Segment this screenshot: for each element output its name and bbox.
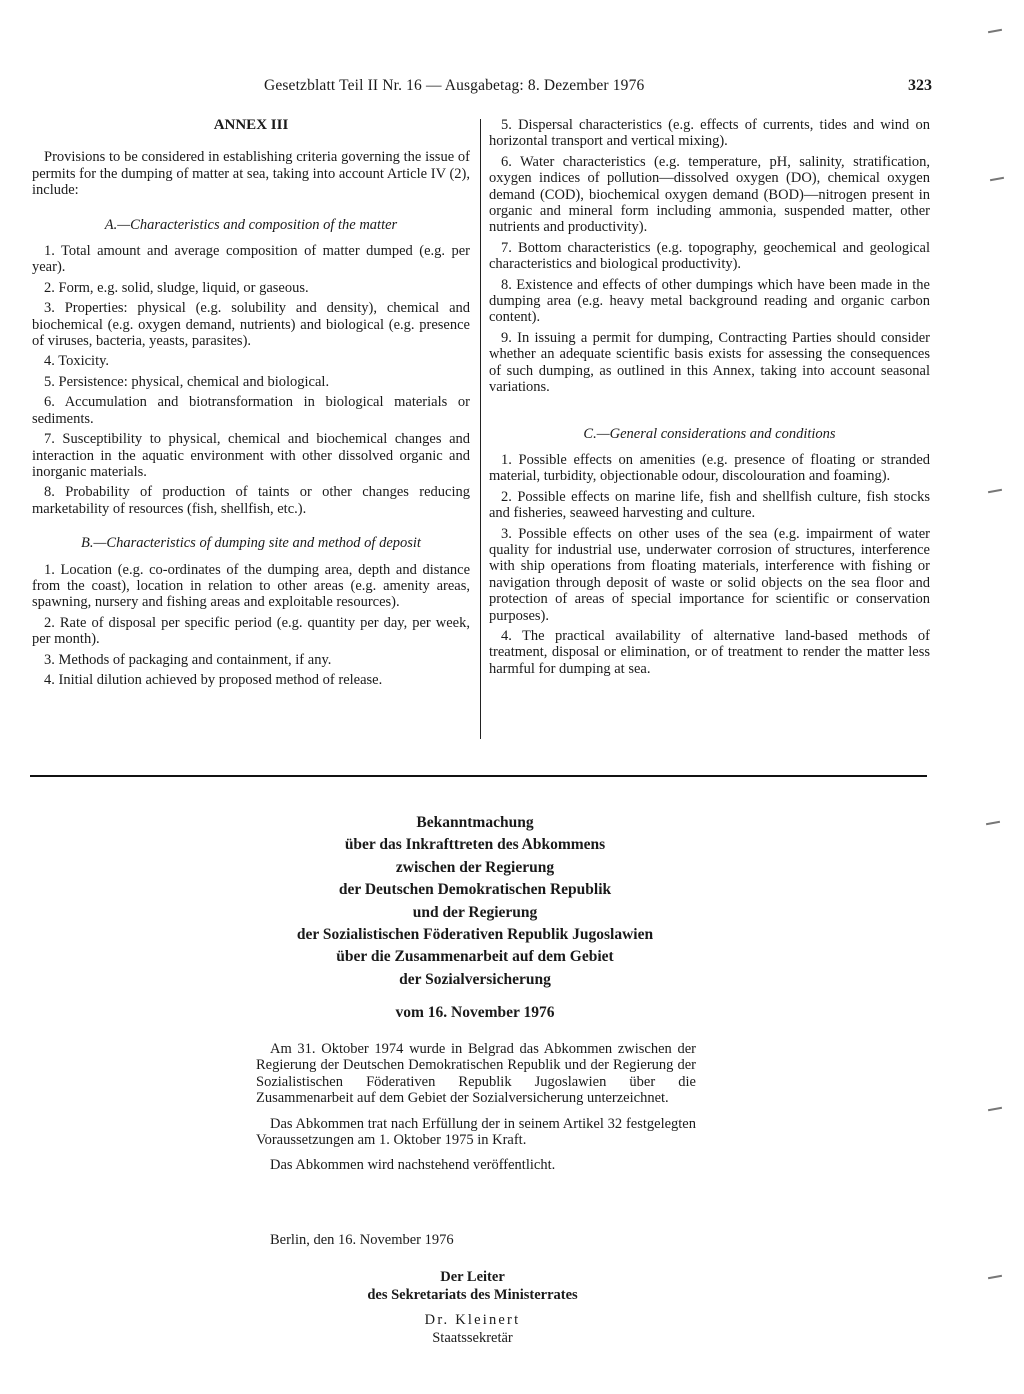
signer-line: des Sekretariats des Ministerrates xyxy=(367,1286,578,1303)
section-a-item: 2. Form, e.g. solid, sludge, liquid, or gaseous. xyxy=(44,279,309,296)
scan-mark xyxy=(988,489,1002,493)
section-a-item: 6. Accumulation and biotransformation in biological materials or sediments. xyxy=(32,394,470,427)
section-a-item: 3. Properties: physical (e.g. solubility and density), chemical and biochemical (e.g. oxygen demand, nutrients) and biological (e.g. presence of viruses, bacteria, yeasts, parasites). xyxy=(32,300,470,350)
notice-title xyxy=(240,812,710,991)
section-b-item: 3. Methods of packaging and containment, if any. xyxy=(44,651,332,668)
notice-title-line: der Sozialistischen Föderativen Republik Jugoslawien xyxy=(296,926,654,944)
section-c-item: 4. The practical availability of alternative land-based methods of treatment, disposal or elimination, or of treatment to render the matter less harmful for dumping at sea. xyxy=(489,627,930,677)
section-b-item: 4. Initial dilution achieved by proposed method of release. xyxy=(44,671,383,688)
section-rule xyxy=(30,775,927,777)
notice-paragraph: Das Abkommen trat nach Erfüllung der in seinem Artikel 32 festgelegten Voraussetzungen am 1. Oktober 1975 in Kraft. xyxy=(256,1115,696,1149)
section-c-item: 3. Possible effects on other uses of the sea (e.g. impairment of water quality for industrial use, underwater corrosion of structures, interference with ship operations from floating materials, interference with fishing or navigation through deposit of waste or solid objects on the sea floor and protection of areas of special importance for scientific or conservation purposes). xyxy=(489,525,930,624)
scan-mark xyxy=(988,1275,1002,1279)
signature-name: Dr. Kleinert xyxy=(424,1312,521,1328)
scan-mark xyxy=(988,29,1002,33)
section-b-heading: B.—Characteristics of dumping site and method of deposit xyxy=(81,535,421,552)
section-a-item: 1. Total amount and average composition of matter dumped (e.g. per year). xyxy=(32,243,470,276)
notice-title-line: über das Inkrafttreten des Abkommens xyxy=(344,836,606,854)
notice-body xyxy=(256,1041,696,1183)
section-b-item: 5. Dispersal characteristics (e.g. effects of currents, tides and wind on horizontal transport and vertical mixing). xyxy=(489,117,930,150)
column-divider xyxy=(480,119,481,739)
signature-block xyxy=(300,1312,645,1347)
notice-title-line: über die Zusammenarbeit auf dem Gebiet xyxy=(336,948,614,966)
notice-paragraph: Am 31. Oktober 1974 wurde in Belgrad das Abkommen zwischen der Regierung der Deutschen Demokratischen Republik und der Regierung der Sozialistischen Föderativen Republik Jugoslawien über die Zusammenarbeit auf dem Gebiet der Sozialversicherung unterzeichnet. xyxy=(256,1041,696,1107)
notice-paragraph: Das Abkommen wird nachstehend veröffentlicht. xyxy=(270,1157,556,1174)
signer-line: Der Leiter xyxy=(440,1269,505,1285)
page-header xyxy=(30,76,932,96)
annex-title: ANNEX III xyxy=(213,117,289,133)
section-c-item: 2. Possible effects on marine life, fish and shellfish culture, fish stocks and fisheries, seaweed harvesting and culture. xyxy=(489,488,930,522)
section-a-item: 7. Susceptibility to physical, chemical and biochemical changes and interaction in the aquatic environment with other dissolved organic and inorganic materials. xyxy=(32,431,470,480)
section-b-item: 1. Location (e.g. co-ordinates of the dumping area, depth and distance from the coast), location in relation to other areas (e.g. amenity areas, spawning, nursery and fishing areas and exploitable resources). xyxy=(32,561,470,611)
scan-mark xyxy=(990,177,1004,181)
header-title: Gesetzblatt Teil II Nr. 16 — Ausgabetag: 8. Dezember 1976 xyxy=(264,77,645,94)
notice-title-line: der Deutschen Demokratischen Republik xyxy=(338,881,612,899)
section-b-item: 9. In issuing a permit for dumping, Contracting Parties should consider whether an adequate scientific basis exists for assessing the consequences of such dumping, as outlined in this Annex, taking into account seasonal variations. xyxy=(489,329,930,396)
signer-block xyxy=(300,1269,645,1304)
scan-mark xyxy=(986,821,1000,825)
scan-mark xyxy=(988,1107,1002,1111)
notice-title-line: zwischen der Regierung xyxy=(395,858,555,876)
annex-intro: Provisions to be considered in establishing criteria governing the issue of permits for the dumping of matter at sea, taking into account Article IV (2), include: xyxy=(32,149,470,199)
page-number: 323 xyxy=(908,77,932,94)
section-a-heading: A.—Characteristics and composition of the matter xyxy=(104,216,398,233)
section-b-item: 2. Rate of disposal per specific period (e.g. quantity per day, per week, per month). xyxy=(32,614,470,648)
notice-title-line: der Sozialversicherung xyxy=(399,970,551,988)
left-column xyxy=(32,117,470,692)
notice-title-line: und der Regierung xyxy=(412,903,538,921)
signature-title: Staatssekretär xyxy=(432,1329,513,1346)
section-c-item: 1. Possible effects on amenities (e.g. presence of floating or stranded material, turbidity, objectionable odour, discolouration and foaming). xyxy=(489,451,930,485)
section-b-item: 8. Existence and effects of other dumpings which have been made in the dumping area (e.g. heavy metal background reading and organic carbon content). xyxy=(489,276,930,326)
section-a-item: 5. Persistence: physical, chemical and biological. xyxy=(44,373,330,390)
section-c-heading: C.—General considerations and conditions xyxy=(583,425,836,442)
right-column xyxy=(489,117,930,681)
section-b-item: 7. Bottom characteristics (e.g. topography, geochemical and geological characteristics and biological productivity). xyxy=(489,239,930,273)
place-date: Berlin, den 16. November 1976 xyxy=(270,1232,454,1248)
section-a-item: 8. Probability of production of taints or other changes reducing marketability of resources (fish, shellfish, etc.). xyxy=(32,484,470,517)
section-b-item: 6. Water characteristics (e.g. temperature, pH, salinity, stratification, oxygen indices of pollution—dissolved oxygen (DO), chemical oxygen demand (COD), biochemical oxygen demand (BOD)—nitrogen present in organic and mineral form including ammonia, suspended matter, other nutrients and productivity). xyxy=(489,153,930,236)
notice-date: vom 16. November 1976 xyxy=(395,1004,555,1021)
notice-title-line: Bekanntmachung xyxy=(416,814,534,831)
section-a-item: 4. Toxicity. xyxy=(44,353,110,370)
